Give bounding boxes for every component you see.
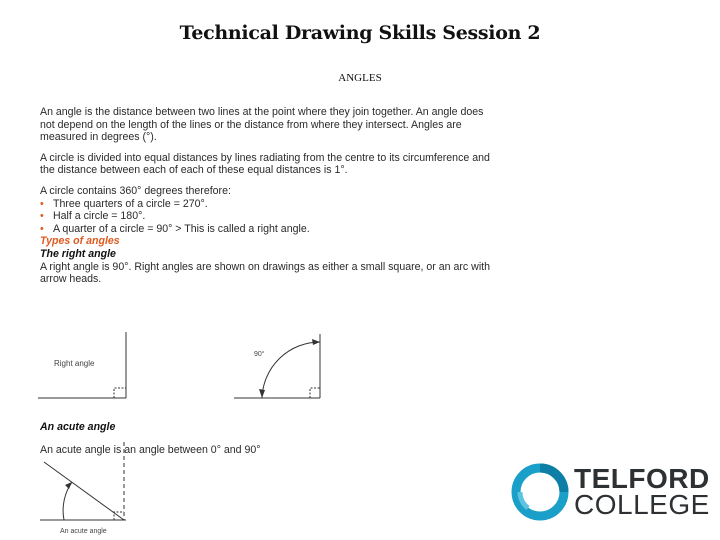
logo-line-2: COLLEGE	[574, 489, 710, 520]
acute-slanted-line	[44, 462, 124, 520]
right-angle-figures	[30, 326, 340, 402]
degrees-paragraph: A circle contains 360° degrees therefore:	[40, 184, 231, 197]
arc-label: 90°	[254, 351, 265, 358]
arc-arrowhead-bottom	[259, 389, 265, 398]
right-angle-text: A right angle is 90°. Right angles are shown on drawings as either a small square, or an arc with arrow heads.	[40, 260, 491, 286]
right-angle-arc	[262, 342, 320, 398]
page-subtitle: ANGLES	[338, 72, 382, 84]
arc-figure-square	[310, 388, 320, 398]
list-item: • A quarter of a circle = 90° > This is called a right angle.	[40, 223, 500, 236]
right-angle-square	[114, 388, 126, 398]
content-body	[40, 106, 500, 286]
acute-angle-heading: An acute angle	[40, 420, 116, 433]
acute-arrowhead	[65, 482, 72, 489]
page-title: Technical Drawing Skills Session 2	[179, 22, 541, 44]
acute-angle-label: An acute angle	[60, 528, 107, 535]
logo-line-1: TELFORD	[574, 463, 710, 494]
right-angle-label: Right angle	[54, 359, 95, 368]
logo-wordmark	[574, 463, 710, 520]
acute-arc	[63, 482, 72, 520]
list-item: • Half a circle = 180°.	[40, 210, 500, 223]
acute-angle-figure	[34, 440, 134, 536]
types-heading: Types of angles	[40, 235, 120, 248]
list-item: • Three quarters of a circle = 270°.	[40, 198, 500, 211]
intro-paragraph: An angle is the distance between two lines at the point where they join together. An angle does not depend on the length of the lines or the distance from where they intersect. Angles are measured in degrees (°).	[40, 106, 484, 144]
acute-angle-text: An acute angle is an angle between 0° and 90°	[40, 443, 261, 456]
circle-paragraph: A circle is divided into equal distances by lines radiating from the centre to its circumference and the distance between each of each of these equal distances is 1°.	[40, 151, 490, 177]
arc-arrowhead-top	[312, 339, 320, 345]
right-angle-heading: The right angle	[40, 247, 116, 260]
degrees-list	[40, 198, 500, 236]
